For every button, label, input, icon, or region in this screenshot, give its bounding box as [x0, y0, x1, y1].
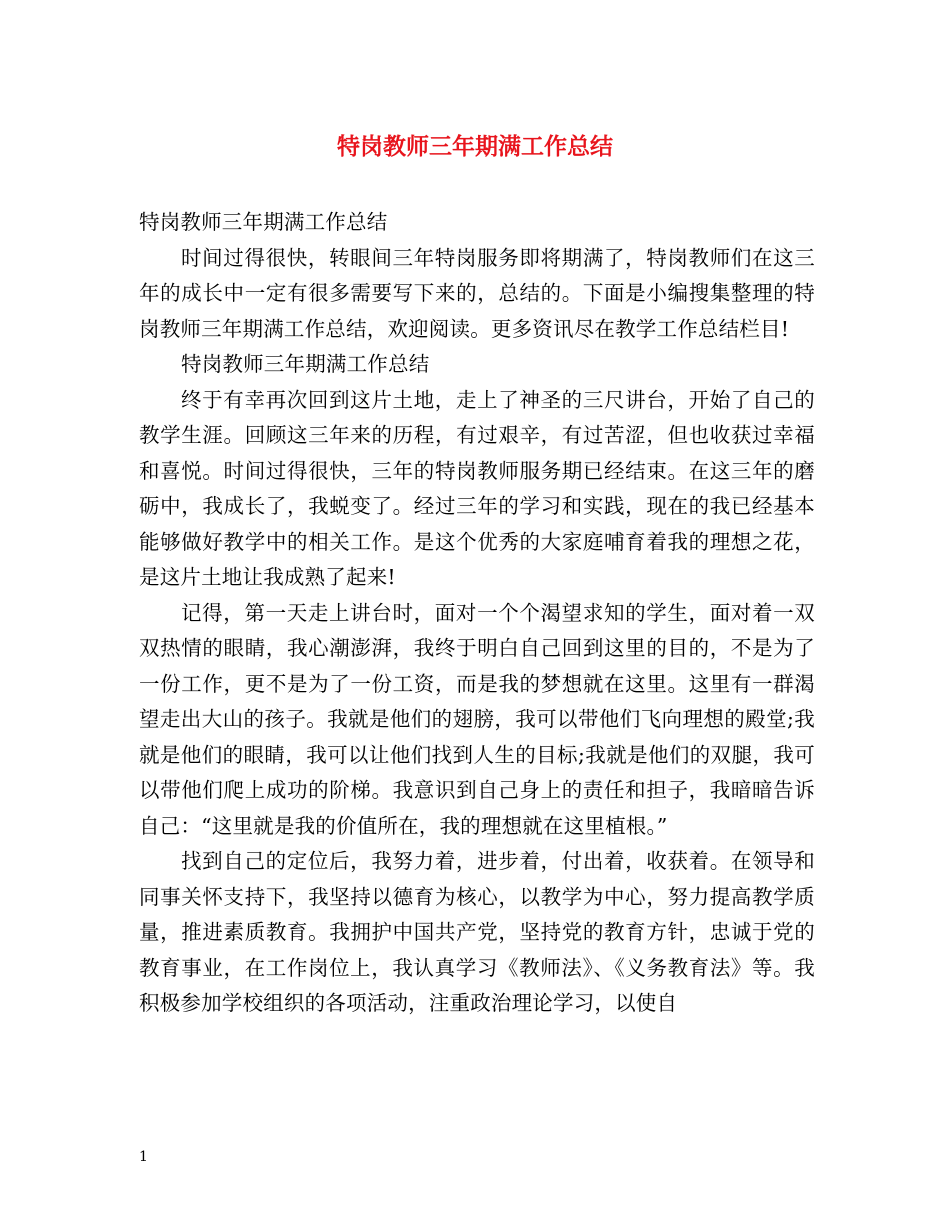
paragraph-body: 终于有幸再次回到这片土地，走上了神圣的三尺讲台，开始了自己的教学生涯。回顾这三年来的历程，有过艰辛，有过苦涩，但也收获过幸福和喜悦。时间过得很快，三年的特岗教师服务期已经结束。在这三年的磨砺中，我成长了，我蜕变了。经过三年的学习和实践，现在的我已经基本能够做好教学中的相关工作。是这个优秀的大家庭哺育着我的理想之花，是这片土地让我成熟了起来! [139, 387, 815, 589]
paragraph-subtitle: 特岗教师三年期满工作总结 [139, 210, 388, 234]
page-number: 1 [139, 1149, 148, 1165]
document-title: 特岗教师三年期满工作总结 [337, 133, 613, 160]
paragraph-body: 记得，第一天走上讲台时，面对一个个渴望求知的学生，面对着一双双热情的眼睛，我心潮澎湃，我终于明白自己回到这里的目的，不是为了一份工作，更不是为了一份工资，而是我的梦想就在这里。这里有一群渴望走出大山的孩子。我就是他们的翅膀，我可以带他们飞向理想的殿堂;我就是他们的眼睛，我可以让他们找到人生的目标;我就是他们的双腿，我可以带他们爬上成功的阶梯。我意识到自己身上的责任和担子，我暗暗告诉自己：“这里就是我的价值所在，我的理想就在这里植根。” [139, 600, 815, 838]
document-body [139, 205, 815, 1022]
paragraph-heading: 特岗教师三年期满工作总结 [181, 352, 430, 376]
paragraph-body: 找到自己的定位后，我努力着，进步着，付出着，收获着。在领导和同事关怀支持下，我坚持以德育为核心，以教学为中心，努力提高教学质量，推进素质教育。我拥护中国共产党，坚持党的教育方针，忠诚于党的教育事业，在工作岗位上，我认真学习《教师法》、《义务教育法》等。我积极参加学校组织的各项活动，注重政治理论学习，以使自 [139, 849, 815, 1015]
paragraph-intro: 时间过得很快，转眼间三年特岗服务即将期满了，特岗教师们在这三年的成长中一定有很多需要写下来的，总结的。下面是小编搜集整理的特岗教师三年期满工作总结，欢迎阅读。更多资讯尽在教学工作总结栏目! [139, 245, 815, 341]
